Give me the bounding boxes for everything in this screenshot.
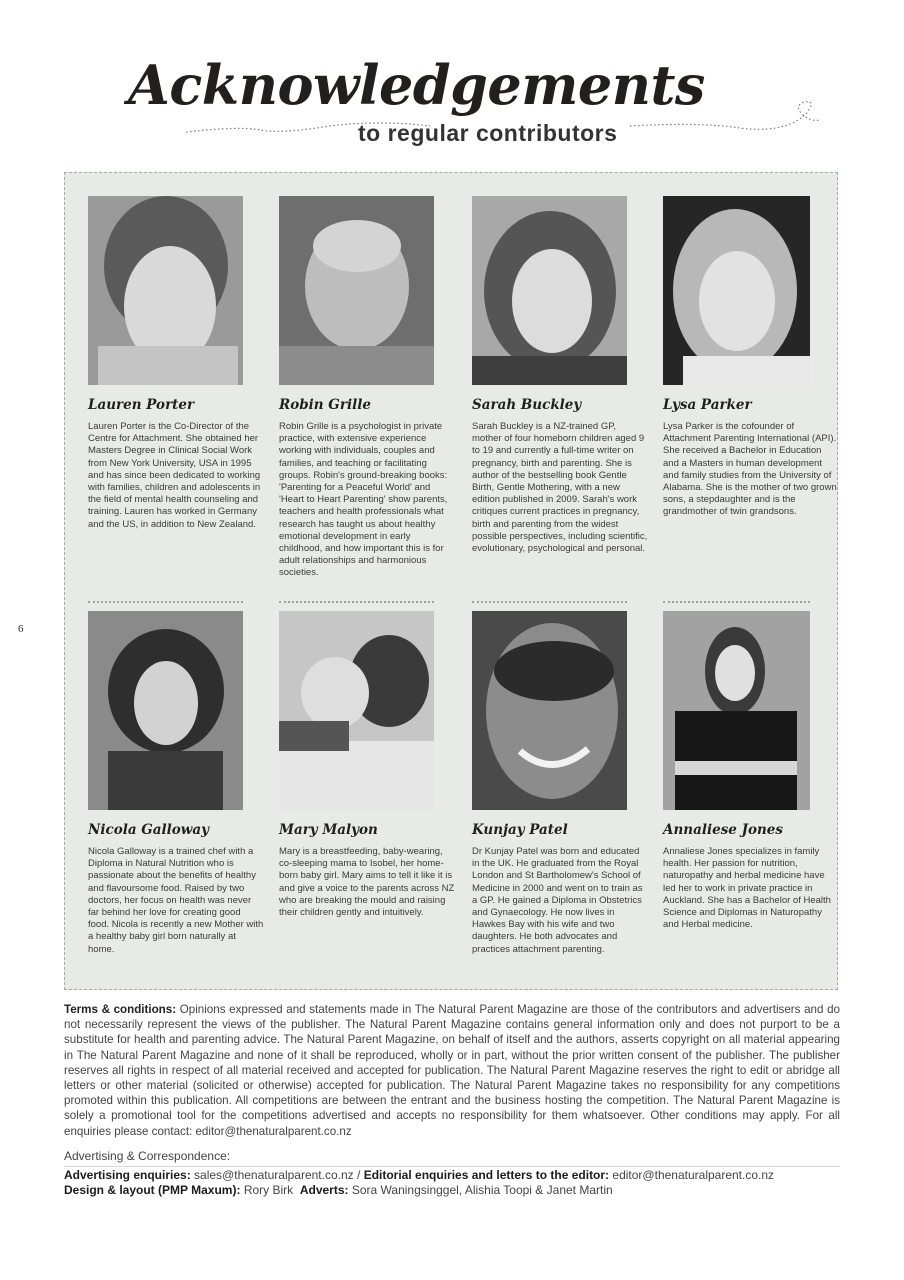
contributor-photo: [88, 611, 243, 810]
contributor-card: [663, 196, 839, 519]
terms-text: Opinions expressed and statements made in The Natural Parent Magazine are those of the contributors and advertisers and do not necessarily represent the views of the publisher. The Natural Parent Magazine contains general information only and does not purport to be a substitute for health and parenting advice. The Natural Parent Magazine, on behalf of itself and the authors, asserts copyright on all material appearing in The Natural Parent Magazine and none of it shall be reproduced, wholly or in part, without the prior written consent of the publisher. The publisher reserves all rights in respect of all material received and accepted for publication. The Natural Parent Magazine reserves the right to edit or abridge all letters or other material (solicited or otherwise) accepted for publication. The Natural Parent Magazine takes no responsibility for any competitions promoted within this publication. All competitions are between the entrant and the business hosting the competition. The Natural Parent Magazine is solely a promotional tool for the competitions advertised and accepts no responsibility for them whatsoever. Other conditions may apply. For all enquiries please contact: editor@thenaturalparent.co.nz: [64, 1003, 840, 1138]
contributor-bio: Sarah Buckley is a NZ-trained GP, mother of four homeborn children aged 9 to 19 and currently a full-time writer on pregnancy, birth and parenting. She is author of the bestselling book Gentle Birth, Gentle Mothering, with a new edition published in 2009. Sarah's work critiques current practices in pregnancy, birth and parenting from the widest possible perspectives, including scientific, evolutionary, psychological and personal.: [472, 421, 648, 555]
contributors-panel: [64, 172, 838, 990]
advertising-email[interactable]: sales@thenaturalparent.co.nz: [194, 1167, 354, 1182]
contributor-name: Lauren Porter: [88, 397, 195, 413]
credits-heading: Advertising & Correspondence:: [64, 1149, 231, 1163]
contributor-bio: Lauren Porter is the Co-Director of the Centre for Attachment. She obtained her Masters Degree in Clinical Social Work from New York University, USA in 1995 and has since been dedicated to working with families, children and adolescents in the field of mental health counseling and training. Lauren has worked in Germany and the US, in addition to New Zealand.: [88, 421, 261, 530]
advertising-label: Advertising enquiries:: [64, 1167, 191, 1182]
contributor-name: Kunjay Patel: [472, 822, 568, 838]
terms-and-conditions: [64, 1002, 840, 1139]
contributor-bio: Nicola Galloway is a trained chef with a Diploma in Natural Nutrition who is passionate about the benefits of healthy and flavoursome food. Raised by two doctors, her focus on health was never far behind her love for creating good food. Nicola is recently a new Mother with a healthy baby girl born naturally at home.: [88, 846, 264, 955]
contributor-photo: [472, 196, 627, 385]
design-value: Rory Birk: [243, 1183, 294, 1197]
contributor-card: [279, 611, 455, 919]
contributor-bio: Robin Grille is a psychologist in private practice, with extensive experience working with individuals, couples and families, and teaching or facilitating groups. Robin's ground-breaking books: 'Parenting for a Peaceful World' and 'Heart to Heart Parenting' show parents, teachers and health professionals what research has taught us about healthy emotional development in early childhood, and how important this is for adult relationships and harmonious societies.: [279, 421, 448, 579]
contributor-name: Robin Grille: [279, 397, 371, 413]
contributor-name: Sarah Buckley: [472, 397, 582, 413]
contributor-name: Nicola Galloway: [88, 822, 210, 838]
contributor-card: [88, 196, 264, 531]
page-subtitle: to regular contributors: [358, 120, 618, 146]
page-number: 6: [18, 623, 24, 635]
divider: [64, 1166, 840, 1167]
contributor-bio: Annaliese Jones specializes in family health. Her passion for nutrition, naturopathy and herbal medicine have led her to work in private practice in Auckland. She has a Bachelor of Health Science and Diplomas in Naturopathy and Herbal medicine.: [663, 846, 831, 931]
contributor-bio: Lysa Parker is the cofounder of Attachment Parenting International (API). She received a Bachelor in Education and a Masters in human development and family studies from the University of Alabama. She is the mother of two grown sons, a stepdaughter and is the grandmother of twin grandsons.: [663, 421, 837, 518]
terms-label: Terms & conditions:: [64, 1003, 177, 1016]
contributor-card: [279, 196, 455, 580]
contributor-bio: Dr Kunjay Patel was born and educated in the UK. He graduated from the Royal London and St Bartholomew's School of Medicine in 2000 and went on to train as a GP. He gained a Diploma in Obstetrics and Gynaecology. He now lives in Hawkes Bay with his wife and two daughters. He both advocates and practices attachment parenting.: [472, 846, 643, 955]
contributor-bio: Mary is a breastfeeding, baby-wearing, co-sleeping mama to Isobel, her home-born baby girl. Mary aims to tell it like it is and give a voice to the parents across NZ who are breaking the mould and raising their children gently and intuitively.: [279, 846, 455, 919]
adverts-label: Adverts:: [299, 1183, 349, 1197]
divider: [88, 601, 243, 603]
adverts-value: Sora Waningsinggel, Alishia Toopi & Janet Martin: [351, 1183, 613, 1197]
editorial-label: Editorial enquiries and letters to the editor:: [363, 1167, 610, 1182]
contributor-photo: [472, 611, 627, 810]
contributor-name: Lysa Parker: [663, 397, 752, 413]
contributor-photo: [279, 611, 434, 810]
contributor-photo: [279, 196, 434, 385]
editorial-email[interactable]: editor@thenaturalparent.co.nz: [612, 1167, 775, 1182]
credits: [64, 1149, 840, 1199]
slash-separator: /: [357, 1167, 361, 1182]
divider: [279, 601, 434, 603]
divider: [472, 601, 627, 603]
credits-design: [64, 1183, 840, 1199]
contributor-name: Annaliese Jones: [663, 822, 783, 838]
contributor-name: Mary Malyon: [279, 822, 378, 838]
contributor-card: [88, 611, 264, 956]
contributor-photo: [663, 196, 810, 385]
contributor-photo: [663, 611, 810, 810]
contributor-card: [472, 611, 648, 956]
contributor-card: [663, 611, 839, 931]
credits-enquiries: [64, 1168, 840, 1184]
divider: [663, 601, 810, 603]
contributor-card: [472, 196, 648, 555]
page-title: Acknowledgements: [128, 53, 705, 117]
design-label: Design & layout (PMP Maxum):: [64, 1183, 241, 1197]
contributor-photo: [88, 196, 243, 385]
